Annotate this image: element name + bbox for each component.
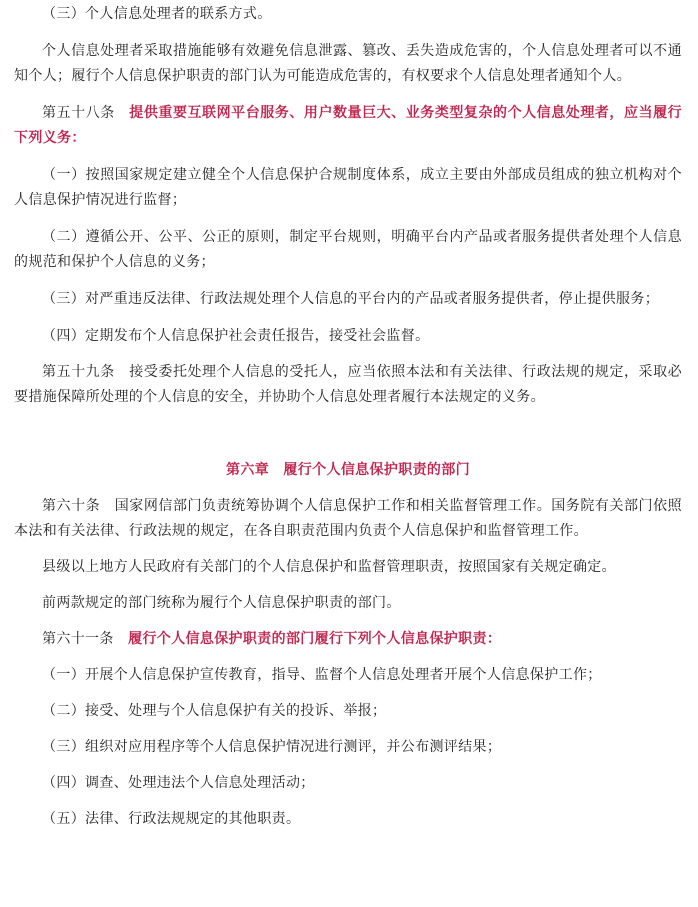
article-60: 第六十条 国家网信部门负责统筹协调个人信息保护工作和相关监督管理工作。国务院有关部门依照本法和有关法律、行政法规的规定，在各自职责范围内负责个人信息保护和监督管理工作。 bbox=[14, 498, 682, 539]
article-58-item-2: （二）遵循公开、公平、公正的原则，制定平台规则，明确平台内产品或者服务提供者处理个人信息的规范和保护个人信息的义务； bbox=[14, 229, 682, 270]
paragraph-contact-method: （三）个人信息处理者的联系方式。 bbox=[42, 6, 272, 22]
article-61-item-2: （二）接受、处理与个人信息保护有关的投诉、举报； bbox=[42, 703, 387, 719]
chapter-6-title: 第六章 履行个人信息保护职责的部门 bbox=[226, 462, 470, 478]
paragraph-notification-exemption: 个人信息处理者采取措施能够有效避免信息泄露、篡改、丢失造成危害的，个人信息处理者可以不通知个人；履行个人信息保护职责的部门认为可能造成危害的，有权要求个人信息处理者通知个人。 bbox=[14, 43, 682, 84]
article-61-item-3: （三）组织对应用程序等个人信息保护情况进行测评，并公布测评结果； bbox=[42, 739, 502, 755]
article-58-item-1: （一）按照国家规定建立健全个人信息保护合规制度体系，成立主要由外部成员组成的独立机构对个人信息保护情况进行监督； bbox=[14, 167, 682, 208]
article-58-highlight: 提供重要互联网平台服务、用户数量巨大、业务类型复杂的个人信息处理者，应当履行下列义务： bbox=[14, 105, 682, 146]
article-61-item-5: （五）法律、行政法规规定的其他职责。 bbox=[42, 811, 301, 827]
article-61-item-1: （一）开展个人信息保护宣传教育，指导、监督个人信息处理者开展个人信息保护工作； bbox=[42, 667, 602, 683]
article-58-item-3: （三）对严重违反法律、行政法规处理个人信息的平台内的产品或者服务提供者，停止提供服务； bbox=[42, 291, 660, 307]
article-61-label: 第六十一条 bbox=[42, 631, 129, 647]
article-61-item-4: （四）调查、处理违法个人信息处理活动； bbox=[42, 775, 315, 791]
article-60-paragraph-2: 县级以上地方人民政府有关部门的个人信息保护和监督管理职责，按照国家有关规定确定。 bbox=[42, 559, 616, 575]
article-59: 第五十九条 接受委托处理个人信息的受托人，应当依照本法和有关法律、行政法规的规定，采取必要措施保障所处理的个人信息的安全，并协助个人信息处理者履行本法规定的义务。 bbox=[14, 364, 682, 405]
article-60-paragraph-3: 前两款规定的部门统称为履行个人信息保护职责的部门。 bbox=[42, 595, 401, 611]
article-58-heading bbox=[14, 101, 682, 151]
article-58-label: 第五十八条 bbox=[42, 105, 130, 121]
document-body bbox=[14, 0, 682, 832]
article-58-item-4: （四）定期发布个人信息保护社会责任报告，接受社会监督。 bbox=[42, 328, 430, 344]
article-61-heading bbox=[14, 627, 682, 652]
article-61-highlight: 履行个人信息保护职责的部门履行下列个人信息保护职责： bbox=[128, 631, 502, 647]
